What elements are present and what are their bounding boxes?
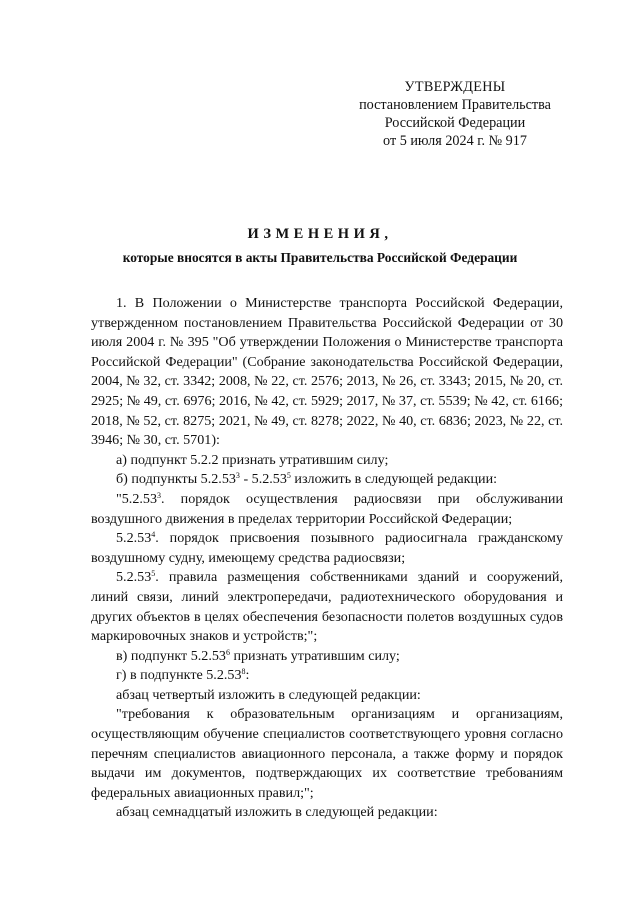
paragraph-4 [91, 490, 563, 529]
paragraph-8-text-b: : [245, 667, 250, 684]
approval-line-3: от 5 июля 2024 г. № 917 [383, 133, 527, 149]
document-subtitle: которые вносятся в акты Правительства Российской Федерации [122, 250, 518, 265]
paragraph-7-text-b: признать утратившим силу; [229, 647, 400, 664]
paragraph-8-text-a: г) в подпункте 5.2.53 [116, 667, 242, 684]
paragraph-7-sup: 6 [225, 647, 230, 657]
paragraph-4-text-a: "5.2.53 [116, 490, 157, 507]
paragraph-6-sup: 5 [151, 569, 156, 579]
paragraph-7 [91, 647, 563, 667]
paragraph-6-text-a: 5.2.53 [116, 569, 152, 586]
paragraph-5-text-a: 5.2.53 [116, 530, 152, 547]
paragraph-6 [91, 568, 563, 646]
document-body [91, 294, 563, 823]
paragraph-6-text-b: . правила размещения собственниками зданий и сооружений, линий связи, линий электропередачи, радиотехнического оборудования и других объектов в целях обеспечения безопасности полетов воздушных судов маркировочных знаков и устройств;"; [91, 569, 563, 645]
paragraph-8 [91, 666, 563, 686]
paragraph-8-sup: 8 [241, 667, 246, 677]
paragraph-3-sup-2: 5 [286, 471, 291, 481]
paragraph-5-text-b: . порядок присвоения позывного радиосигнала гражданскому воздушному судну, имеющему средства радиосвязи; [91, 530, 563, 566]
approval-line-1: постановлением Правительства [359, 97, 551, 113]
approval-heading: УТВЕРЖДЕНЫ [404, 79, 506, 95]
paragraph-2: а) подпункт 5.2.2 признать утратившим силу; [116, 451, 389, 468]
paragraph-11: абзац семнадцатый изложить в следующей редакции: [116, 804, 438, 821]
paragraph-3 [91, 470, 563, 490]
paragraph-10: "требования к образовательным организациям и организациям, осуществляющим обучение специалистов соответствующего уровня согласно перечням специалистов авиационного персонала, а также форму и порядок выдачи им документов, подтверждающих их соответствие требованиям федеральных авиационных правил;"; [91, 706, 563, 801]
paragraph-9: абзац четвертый изложить в следующей редакции: [116, 686, 421, 703]
paragraph-5-sup: 4 [151, 530, 156, 540]
paragraph-7-text-a: в) подпункт 5.2.53 [116, 647, 226, 664]
paragraph-1: 1. В Положении о Министерстве транспорта Российской Федерации, утвержденном постановлением Правительства Российской Федерации от 30 июля 2004 г. № 395 "Об утверждении Положения о Министерстве транспорта Российской Федерации" (Собрание законодательства Российской Федерации, 2004, № 32, ст. 3342; 2008, № 22, ст. 2576; 2013, № 26, ст. 3343; 2015, № 20, ст. 2925; № 49, ст. 6976; 2016, № 42, ст. 5929; 2017, № 37, ст. 5539; № 42, ст. 6166; 2018, № 52, ст. 8275; 2021, № 49, ст. 8278; 2022, № 40, ст. 6836; 2023, № 22, ст. 3946; № 30, ст. 5701): [91, 295, 563, 449]
paragraph-3-text-a: б) подпункты 5.2.53 [116, 471, 236, 488]
paragraph-3-text-b: - 5.2.53 [239, 471, 287, 488]
paragraph-4-text-b: . порядок осуществления радиосвязи при обслуживании воздушного движения в пределах территории Российской Федерации; [91, 490, 563, 527]
paragraph-3-text-c: изложить в следующей редакции: [290, 471, 498, 488]
paragraph-3-sup-1: 3 [235, 471, 240, 481]
approval-stamp [340, 78, 570, 150]
paragraph-4-sup: 3 [157, 490, 161, 500]
paragraph-5 [91, 529, 563, 568]
approval-line-2: Российской Федерации [384, 115, 526, 131]
document-title: ИЗМЕНЕНИЯ, [247, 226, 393, 242]
